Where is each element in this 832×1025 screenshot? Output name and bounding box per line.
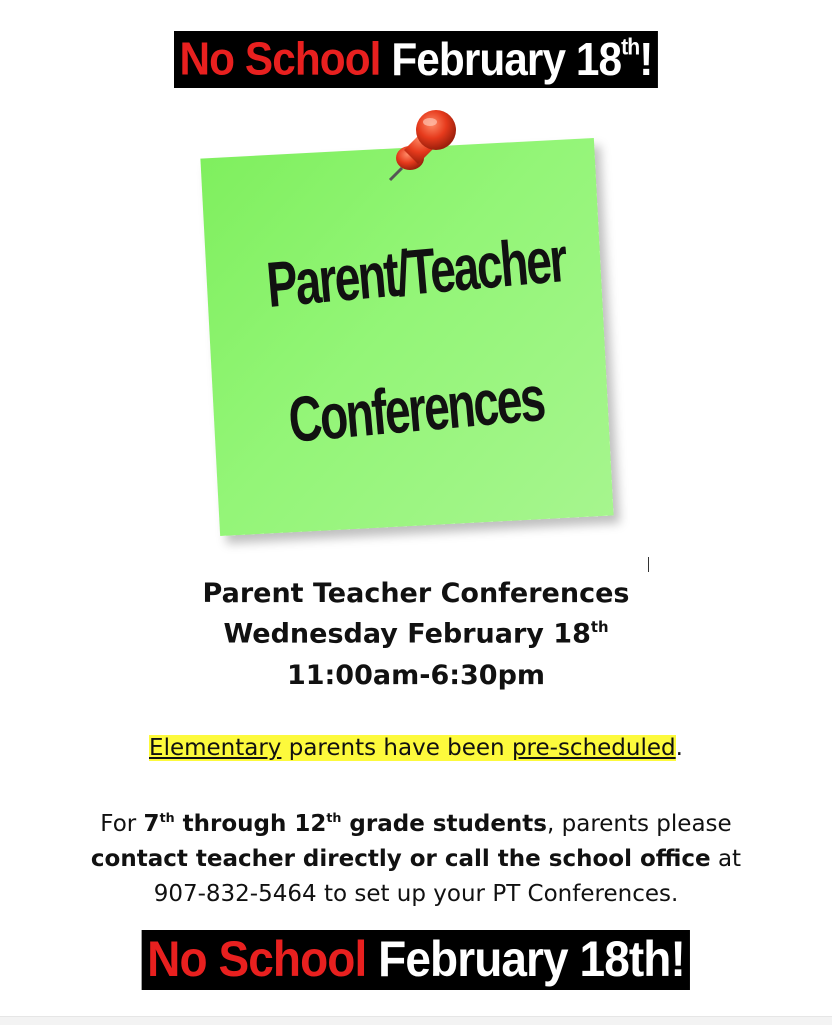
note-title-line1: Parent/Teacher [263,223,569,321]
banner-bottom-red-text: No School [147,931,367,987]
banner-top-red-text: No School [179,32,381,85]
heading-title: Parent Teacher Conferences [202,578,630,609]
banner-top-white-text: February 18th! [391,32,653,85]
heading-date: Wednesday February 18th [223,618,609,650]
contact-instruction: contact teacher directly or call the school office [90,845,711,872]
elementary-word: Elementary [149,735,282,761]
phone-line: 907-832-5464 to set up your PT Conferences. [153,880,679,907]
heading-time: 11:00am-6:30pm [286,660,546,691]
banner-no-school-bottom [142,930,691,990]
pre-scheduled-word: pre-scheduled [511,735,676,761]
text-cursor-mark [648,557,649,572]
elementary-note: Elementary parents have been pre-scheduled. [149,735,683,761]
banner-bottom-white-text: February 18th! [378,931,685,987]
note-title-line2: Conferences [285,362,547,456]
grades-instructions: For 7th through 12th grade students, parents please contact teacher directly or call the school office at 907-832-5464 to set up your PT Conferences. [90,810,742,907]
